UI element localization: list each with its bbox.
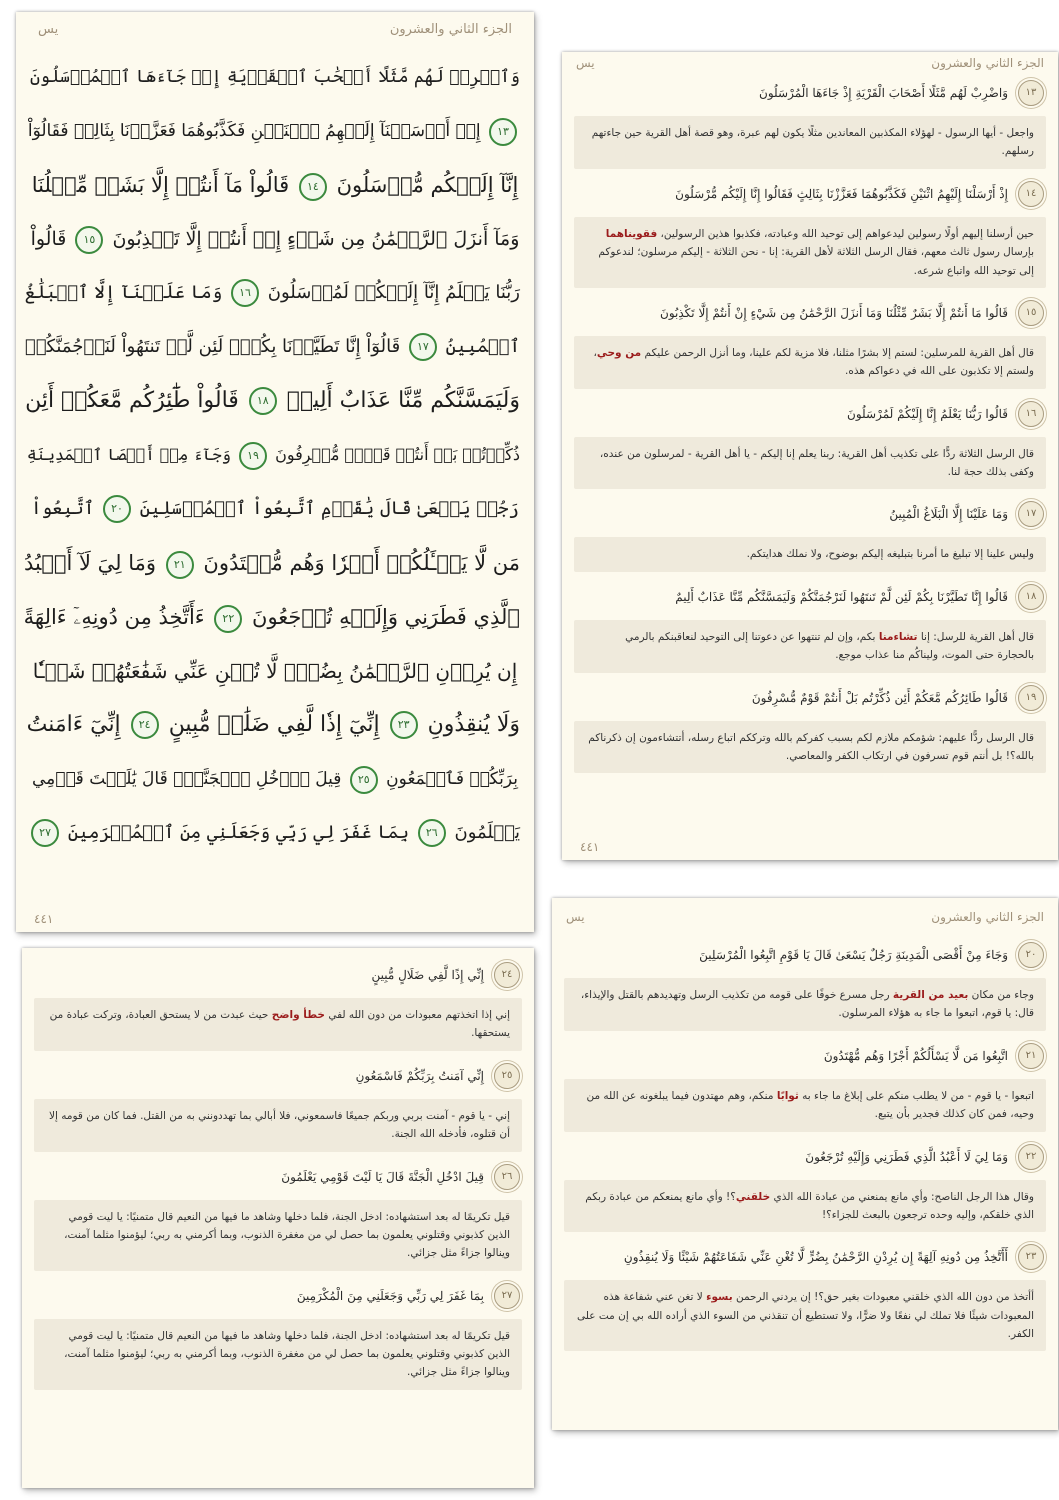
- verse-row[interactable]: [552, 936, 1058, 974]
- tafsir-segment: بإرسال رسول ثالث معهم، فقال الرسل الثلاثة لأهل القرية: إنا - نحن الثلاثة - إليكم مرسلون؛ لندعوكم إلى توحيد الله واتباع شرعه.: [598, 246, 1034, 277]
- quran-line: [16, 266, 534, 320]
- juz-label: الجزء الثاني والعشرون: [389, 21, 512, 37]
- tafsir-panel-c: [22, 948, 534, 1488]
- tafsir-segment: واجعل - أيها الرسول - لهؤلاء المكذبين المعاندين مثلًا يكون لهم عبرة، وهو قصة أهل القرية حين جاءتهم رسلهم.: [591, 127, 1034, 158]
- quran-line: [16, 50, 534, 104]
- tafsir-text: [574, 217, 1046, 288]
- tafsir-segment: لا تغن عني شفاعة هذه المعبودات شيئًا فلا تملك لي نفعًا ولا ضرًّا، ولا تستطيع أن تنقذني من السوء الذي أراده الله بي إن مت على الكفر.: [577, 1291, 1034, 1340]
- tafsir-panel-a: [562, 52, 1058, 860]
- quran-line: [16, 698, 534, 752]
- quran-line: [16, 158, 534, 212]
- tafsir-segment: قال الرسل ردًّا عليهم: شؤمكم ملازم لكم بسبب كفركم بالله وترككم اتباع رسله، أتتشاءمون إن ذكرناكم بالله؟! بل أنتم قوم تسرفون في ارتكاب الكفر والمعاصي.: [588, 731, 1034, 762]
- ayah-text: إِنِّيٓ ءَامَنتُ: [26, 712, 121, 737]
- ayah-number-badge: ١٩: [1018, 685, 1044, 711]
- tafsir-segment: ؟! وأي مانع يمنعكم من عبادة ربكم الذي خلقكم، وإليه وحده ترجعون بالبعث للجزاء؟!: [585, 1190, 1034, 1221]
- tafsir-segment: إني - يا قوم - آمنت بربي وربكم جميعًا فاسمعوني، فلا أبالي بما تهددونني به من القتل. فما كان من قومه إلا أن قتلوه، فأدخله الله الجنة.: [48, 1109, 510, 1141]
- ayah-number-marker: ١٥: [75, 226, 103, 254]
- ayah-text: يَعۡلَمُونَ: [454, 822, 520, 843]
- verse-row[interactable]: [562, 74, 1058, 112]
- tafsir-segment: قال أهل القرية للرسل: إنا: [917, 630, 1034, 643]
- quran-line: [16, 752, 534, 806]
- tafsir-text: [34, 1319, 522, 1390]
- verse-row[interactable]: [22, 956, 534, 994]
- surah-label: يس: [576, 56, 595, 70]
- quran-line: [16, 536, 534, 590]
- ayah-number-badge: ١٦: [1018, 401, 1044, 427]
- ayah-number-badge: ٢٣: [1018, 1244, 1044, 1270]
- tafsir-segment: حيث عبدت من لا يستحق العبادة، وتركت عبادة من يستحقها.: [49, 1009, 510, 1040]
- verse-text: أَأَتَّخِذُ مِن دُونِهِ آلِهَةً إِن يُرِدْنِ الرَّحْمَٰنُ بِضُرٍّ لَّا تُغْنِ عَنِّي شَفَاعَتُهُمْ شَيْئًا وَلَا يُنقِذُونِ: [623, 1250, 1008, 1265]
- tafsir-text: [564, 1079, 1046, 1132]
- quran-line: [16, 590, 534, 644]
- tafsir-segment: أأتخذ من دون الله الذي خلقني معبودات بغير حق؟! إن يردني الرحمن: [732, 1291, 1034, 1304]
- ayah-number-badge: ٢٥: [494, 1063, 520, 1089]
- quran-line: [16, 644, 534, 698]
- tafsir-text: [564, 1280, 1046, 1351]
- ayah-text: وَٱضۡرِبۡ لَهُم مَّثَلًا أَصۡحَٰبَ ٱلۡقَرۡيَةِ إِذۡ جَآءَهَا ٱلۡمُرۡسَلُونَ: [30, 67, 520, 87]
- quran-line: [16, 104, 534, 158]
- ayah-text: ٱلَّذِي فَطَرَنِي وَإِلَيۡهِ تُرۡجَعُونَ: [252, 605, 520, 629]
- ayah-number-marker: ٢١: [166, 551, 194, 579]
- highlighted-phrase: من وحي: [596, 346, 642, 359]
- ayah-number-badge: ١٧: [1018, 501, 1044, 527]
- verse-text: قِيلَ ادْخُلِ الْجَنَّةَ قَالَ يَا لَيْتَ قَوْمِي يَعْلَمُونَ: [281, 1169, 484, 1184]
- verse-row[interactable]: [562, 294, 1058, 332]
- ayah-number-marker: ٢٥: [350, 766, 378, 794]
- ayah-number-badge: ٢٤: [494, 962, 520, 988]
- verse-text: قَالُوا مَا أَنتُمْ إِلَّا بَشَرٌ مِّثْلُنَا وَمَا أَنزَلَ الرَّحْمَٰنُ مِن شَيْءٍ إِنْ أَنتُمْ إِلَّا تَكْذِبُونَ: [660, 305, 1008, 320]
- tafsir-text: [564, 1180, 1046, 1233]
- highlighted-phrase: بسوء: [706, 1291, 733, 1304]
- ayah-text: ٱلۡمُبِينُ: [445, 336, 520, 357]
- tafsir-segment: وجاء من مكان: [968, 989, 1034, 1001]
- tafsir-text: [574, 721, 1046, 774]
- ayah-text: قَالُواْ: [30, 228, 67, 250]
- ayah-text: وَمَا لِيَ لَآ أَعۡبُدُ: [23, 551, 157, 575]
- verse-row[interactable]: [552, 1238, 1058, 1276]
- tafsir-text: [574, 116, 1046, 169]
- verse-row[interactable]: [552, 1037, 1058, 1075]
- verse-text: قَالُوا رَبُّنَا يَعْلَمُ إِنَّا إِلَيْكُمْ لَمُرْسَلُونَ: [847, 406, 1008, 421]
- verse-text: وَاضْرِبْ لَهُم مَّثَلًا أَصْحَابَ الْقَرْيَةِ إِذْ جَاءَهَا الْمُرْسَلُونَ: [759, 86, 1008, 100]
- highlighted-phrase: خطأ واضح: [271, 1009, 325, 1021]
- tafsir-segment: ، ولستم إلا تكذبون على الله في دعواكم هذه.: [593, 346, 1034, 378]
- verse-text: قَالُوا طَائِرُكُم مَّعَكُمْ أَئِن ذُكِّرْتُم بَلْ أَنتُمْ قَوْمٌ مُّسْرِفُونَ: [751, 690, 1008, 705]
- tafsir-text: [34, 1099, 522, 1152]
- verse-row[interactable]: [562, 679, 1058, 717]
- ayah-number-marker: ٢٤: [131, 711, 159, 739]
- tafsir-text: [574, 620, 1046, 673]
- tafsir-segment: وليس علينا إلا تبليغ ما أمرنا بتبليغه إليكم بوضوح، ولا نملك هدايتكم.: [746, 548, 1034, 561]
- highlighted-phrase: خلقني: [735, 1190, 771, 1203]
- ayah-number-badge: ١٥: [1018, 300, 1044, 326]
- page-number: ٤٤١: [580, 840, 600, 854]
- verse-row[interactable]: [22, 1057, 534, 1095]
- ayah-text: قَالُواْ طَٰٓئِرُكُم مَّعَكُمۡ أَئِن: [25, 388, 239, 413]
- ayah-text: ذُكِّرۡتُمۚ بَلۡ أَنتُمۡ قَوۡمٞ مُّسۡرِفُونَ: [275, 445, 520, 464]
- ayah-number-marker: ١٨: [249, 387, 277, 415]
- ayah-number-badge: ٢٠: [1018, 942, 1044, 968]
- tafsir-panel-b: [552, 898, 1058, 1430]
- ayah-text: رَجُلٞ يَسۡعَىٰ قَالَ يَٰقَوۡمِ ٱتَّبِعُواْ ٱلۡمُرۡسَلِينَ: [139, 498, 519, 519]
- verse-row[interactable]: [562, 175, 1058, 213]
- tafsir-segment: قال أهل القرية للمرسلين: لستم إلا بشرًا مثلنا، فلا مزية لكم علينا، وما أنزل الرحمن عليكم: [641, 346, 1034, 359]
- ayah-number-marker: ٢٣: [390, 711, 418, 739]
- verse-row[interactable]: [22, 1158, 534, 1196]
- ayah-text: بِرَبِّكُمۡ فَٱسۡمَعُونِ: [386, 769, 518, 789]
- quran-line: [16, 320, 534, 374]
- tafsir-segment: اتبعوا - يا قوم - من لا يطلب منكم على إبلاغ ما جاء به: [798, 1089, 1034, 1102]
- ayah-text: إِن يُرِدۡنِ ٱلرَّحۡمَٰنُ بِضُرّٖ لَّا تُغۡنِ عَنِّي شَفَٰعَتُهُمۡ شَيۡـٔٗا: [32, 659, 518, 683]
- quran-line: [16, 374, 534, 428]
- highlighted-phrase: فقويناهما: [605, 227, 658, 240]
- ayah-text: قَالُواْ مَآ أَنتُمۡ إِلَّا بَشَرٞ مِّثۡلُنَا: [31, 173, 290, 197]
- highlighted-phrase: بعيد من القرية: [892, 989, 969, 1001]
- page-header: [552, 898, 1058, 936]
- ayah-number-badge: ٢٢: [1018, 1144, 1044, 1170]
- juz-label: الجزء الثاني والعشرون: [931, 910, 1044, 924]
- tafsir-segment: رجل مسرع خوفًا على قومه من تكذيب الرسل وتهديدهم بالقتل والإيذاء، قال: يا قوم، اتبعوا ما جاء به هؤلاء المرسلون.: [580, 989, 1034, 1020]
- verse-text: إِنِّي إِذًا لَّفِي ضَلَالٍ مُّبِينٍ: [371, 968, 484, 982]
- tafsir-text: [34, 998, 522, 1051]
- tafsir-segment: قيل تكريمًا له بعد استشهاده: ادخل الجنة، فلما دخلها وشاهد ما فيها من النعيم قال متمنيًا: يا ليت قومي الذين كذبوني وقتلوني يعلمون بما حصل لي من مغفرة الذنوب، وبما أكرمني به ربي؛ ليؤمنوا مثلما آمنت، وينالوا جزاءً مثل جزائي.: [64, 1329, 510, 1379]
- tafsir-text: [574, 537, 1046, 571]
- ayah-number-badge: ١٤: [1018, 181, 1044, 207]
- tafsir-segment: حين أرسلنا إليهم أولًا رسولين ليدعواهم إلى توحيد الله وعبادته، فكذبوا هذين الرسولين،: [657, 227, 1034, 240]
- surah-label: يس: [566, 910, 585, 924]
- ayah-text: ٱتَّبِعُواْ: [31, 498, 95, 519]
- quran-text: [16, 46, 534, 860]
- tafsir-segment: وقال هذا الرجل الناصح: وأي مانع يمنعني من عبادة الله الذي: [770, 1190, 1034, 1203]
- ayah-text: رَبُّنَا يَعۡلَمُ إِنَّآ إِلَيۡكُمۡ لَمُرۡسَلُونَ: [267, 282, 520, 303]
- ayah-number-marker: ١٣: [489, 118, 517, 146]
- quran-line: [16, 482, 534, 536]
- tafsir-list: [552, 936, 1058, 1351]
- ayah-text: وَمَا عَلَيۡنَآ إِلَّا ٱلۡبَلَٰغُ: [24, 282, 223, 303]
- verse-text: اتَّبِعُوا مَن لَّا يَسْأَلُكُمْ أَجْرًا وَهُم مُّهْتَدُونَ: [823, 1048, 1008, 1063]
- ayah-number-marker: ١٤: [299, 173, 327, 201]
- surah-label: يس: [38, 21, 59, 37]
- ayah-number-marker: ١٩: [239, 442, 267, 470]
- tafsir-text: [574, 437, 1046, 490]
- ayah-text: إِنِّيٓ إِذٗا لَّفِي ضَلَٰلٖ مُّبِينٍ: [168, 712, 380, 737]
- ayah-number-badge: ٢١: [1018, 1043, 1044, 1069]
- ayah-text: إِنَّآ إِلَيۡكُم مُّرۡسَلُونَ: [336, 173, 519, 197]
- verse-text: وَمَا لِيَ لَا أَعْبُدُ الَّذِي فَطَرَنِي وَإِلَيْهِ تُرْجَعُونَ: [805, 1149, 1008, 1164]
- page-header: [16, 12, 534, 46]
- ayah-number-badge: ١٣: [1018, 80, 1044, 106]
- quran-line: [16, 428, 534, 482]
- verse-text: وَجَاءَ مِنْ أَقْصَى الْمَدِينَةِ رَجُلٌ يَسْعَىٰ قَالَ يَا قَوْمِ اتَّبِعُوا الْمُرْسَلِينَ: [699, 948, 1008, 962]
- highlighted-phrase: تشاءمنا: [878, 630, 918, 643]
- page-number: ٤٤١: [34, 912, 54, 926]
- ayah-text: وَلَا يُنقِذُونِ: [427, 712, 520, 737]
- ayah-number-badge: ١٨: [1018, 584, 1044, 610]
- quran-line: [16, 806, 534, 860]
- verse-row[interactable]: [562, 495, 1058, 533]
- ayah-text: مَن لَّا يَسۡـَٔلُكُمۡ أَجۡرٗا وَهُم مُّهۡتَدُونَ: [203, 551, 520, 575]
- ayah-text: إِذۡ أَرۡسَلۡنَآ إِلَيۡهِمُ ٱثۡنَيۡنِ فَكَذَّبُوهُمَا فَعَزَّزۡنَا بِثَالِثٖ فَقَالُوٓاْ: [27, 121, 481, 141]
- tafsir-segment: قال الرسل الثلاثة ردًّا على تكذيب أهل القرية: ربنا يعلم إنا إليكم - يا أهل القرية - لمرسلون من عنده، وكفى بذلك حجة لنا.: [599, 447, 1034, 478]
- verse-row[interactable]: [562, 395, 1058, 433]
- tafsir-segment: منكم، وهم مهتدون فيما يبلغونه عن الله من وحيه، فمن كان كذلك فجدير بأن يتبع.: [586, 1089, 1034, 1121]
- ayah-text: ءَأَتَّخِذُ مِن دُونِهِۦٓ ءَالِهَةً: [23, 605, 205, 629]
- tafsir-list: [562, 74, 1058, 773]
- tafsir-segment: إني إذا اتخذتهم معبودات من دون الله لفي: [324, 1009, 510, 1021]
- page-header: [562, 52, 1058, 74]
- ayah-text: وَلَيَمَسَّنَّكُم مِّنَّا عَذَابٌ أَلِيمٞ: [286, 388, 520, 413]
- tafsir-list: [22, 956, 534, 1390]
- quran-line: [16, 212, 534, 266]
- ayah-number-marker: ٢٦: [418, 819, 446, 847]
- tafsir-text: [574, 336, 1046, 389]
- verse-text: وَمَا عَلَيْنَا إِلَّا الْبَلَاغُ الْمُبِينُ: [889, 507, 1008, 522]
- verse-text: إِذْ أَرْسَلْنَا إِلَيْهِمُ اثْنَيْنِ فَكَذَّبُوهُمَا فَعَزَّزْنَا بِثَالِثٍ فَقَالُوا إِنَّا إِلَيْكُم مُّرْسَلُونَ: [675, 186, 1008, 201]
- ayah-number-marker: ١٦: [231, 279, 259, 307]
- tafsir-segment: بكم، وإن لم تنتهوا عن دعوتنا إلى التوحيد لنعاقبنكم بالرمي بالحجارة حتى الموت، وليناكُم منا عذاب موجع.: [625, 630, 1034, 662]
- ayah-number-badge: ٢٦: [494, 1164, 520, 1190]
- highlighted-phrase: ثوابًا: [776, 1089, 799, 1102]
- tafsir-segment: قيل تكريمًا له بعد استشهاده: ادخل الجنة، فلما دخلها وشاهد ما فيها من النعيم قال متمنيًا: يا ليت قومي الذين كذبوني وقتلوني يعلمون بما حصل لي من مغفرة الذنوب، وبما أكرمني به ربي؛ ليؤمنوا مثلما آمنت، وينالوا جزاءً مثل جزائي.: [64, 1210, 510, 1260]
- ayah-number-marker: ٢٠: [103, 495, 131, 523]
- mushaf-page: [16, 12, 534, 932]
- verse-row[interactable]: [552, 1138, 1058, 1176]
- tafsir-text: [564, 978, 1046, 1031]
- verse-row[interactable]: [562, 578, 1058, 616]
- ayah-number-marker: ٢٢: [214, 605, 242, 633]
- ayah-text: قِيلَ ٱدۡخُلِ ٱلۡجَنَّةَۖ قَالَ يَٰلَيۡتَ قَوۡمِي: [31, 769, 342, 789]
- verse-text: إِنِّي آمَنتُ بِرَبِّكُمْ فَاسْمَعُونِ: [355, 1068, 484, 1083]
- ayah-number-badge: ٢٧: [494, 1283, 520, 1309]
- juz-label: الجزء الثاني والعشرون: [931, 56, 1044, 70]
- tafsir-text: [34, 1200, 522, 1271]
- ayah-text: وَمَآ أَنزَلَ ٱلرَّحۡمَٰنُ مِن شَيۡءٍ إِنۡ أَنتُمۡ إِلَّا تَكۡذِبُونَ: [112, 228, 520, 250]
- ayah-number-marker: ١٧: [409, 333, 437, 361]
- ayah-text: بِمَا غَفَرَ لِي رَبِّي وَجَعَلَنِي مِنَ ٱلۡمُكۡرَمِينَ: [67, 822, 410, 843]
- ayah-number-marker: ٢٧: [31, 819, 59, 847]
- ayah-text: وَجَآءَ مِنۡ أَقۡصَا ٱلۡمَدِينَةِ: [26, 445, 231, 464]
- verse-text: بِمَا غَفَرَ لِي رَبِّي وَجَعَلَنِي مِنَ الْمُكْرَمِينَ: [296, 1288, 484, 1303]
- verse-row[interactable]: [22, 1277, 534, 1315]
- ayah-text: قَالُوٓاْ إِنَّا تَطَيَّرۡنَا بِكُمۡۖ لَئِن لَّمۡ تَنتَهُواْ لَنَرۡجُمَنَّكُمۡ: [24, 336, 401, 357]
- verse-text: قَالُوا إِنَّا تَطَيَّرْنَا بِكُمْ لَئِن لَّمْ تَنتَهُوا لَنَرْجُمَنَّكُمْ وَلَيَمَسَّنَّكُم مِّنَّا عَذَابٌ أَلِيمٌ: [675, 589, 1008, 604]
